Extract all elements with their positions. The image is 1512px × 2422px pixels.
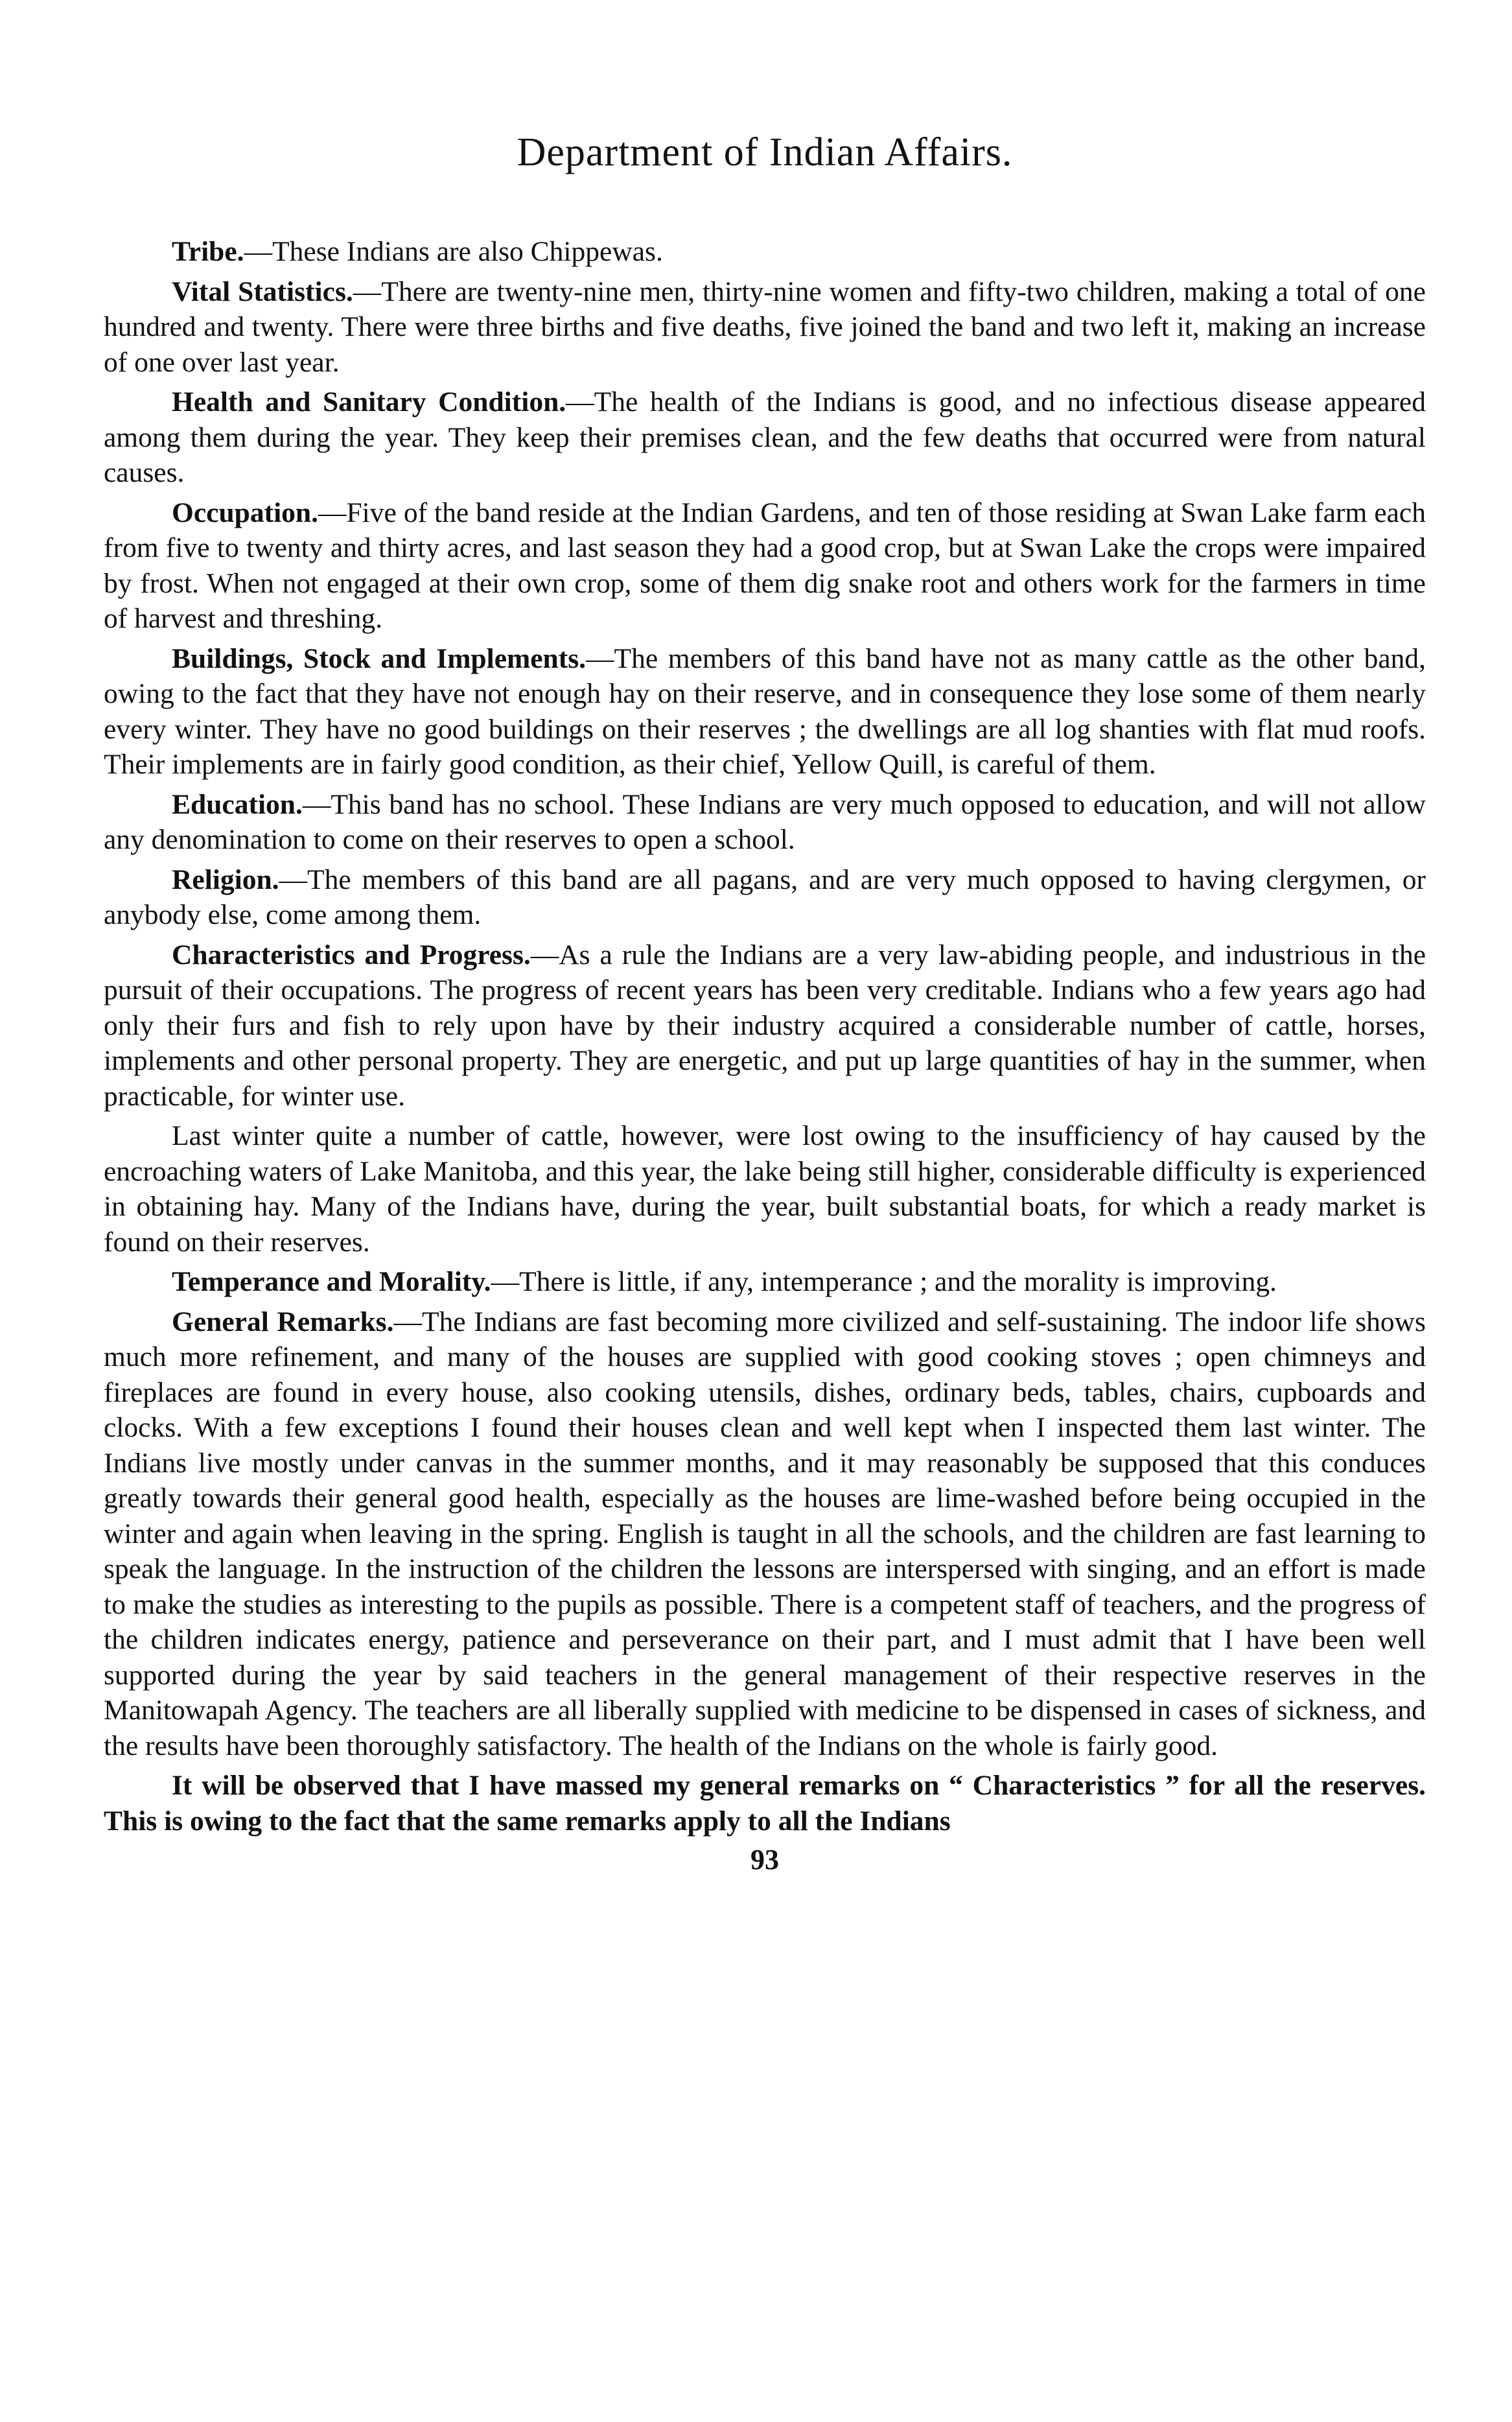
section-heading: General Remarks. <box>172 1306 394 1337</box>
section-heading: Characteristics and Progress. <box>172 939 531 970</box>
paragraph-occupation <box>104 495 1426 637</box>
paragraph-health <box>104 384 1426 491</box>
paragraph-text: It will be observed that I have massed my general remarks on “ Characteristics ” for all the reserves. This is owing to the fact that the same remarks apply to all the Indians <box>104 1770 1426 1837</box>
document-page <box>104 130 1426 1876</box>
section-heading: Buildings, Stock and Implements. <box>172 642 587 674</box>
paragraph-text: —These Indians are also Chippewas. <box>244 236 663 267</box>
section-heading: Tribe. <box>172 236 244 267</box>
section-heading: Occupation. <box>172 497 318 528</box>
paragraph-text: —There are twenty-nine men, thirty-nine women and fifty-two children, making a total of one hundred and twenty. There were three births and five deaths, five joined the band and two left it, making an increase of one over last year. <box>104 276 1426 378</box>
paragraph-vital-statistics <box>104 274 1426 381</box>
section-heading: Temperance and Morality. <box>172 1266 491 1297</box>
paragraph-text: —The health of the Indians is good, and no infectious disease appeared among them during the year. They keep their premises clean, and the few deaths that occurred were from natural causes. <box>104 386 1426 488</box>
section-heading: Religion. <box>172 864 279 895</box>
paragraph-cattle <box>104 1118 1426 1260</box>
paragraph-general-remarks <box>104 1304 1426 1764</box>
paragraph-buildings <box>104 641 1426 782</box>
paragraph-text: —The members of this band are all pagans, and are very much opposed to having clergymen, or anybody else, come among them. <box>104 864 1426 930</box>
paragraph-education <box>104 787 1426 858</box>
paragraph-text: —The members of this band have not as many cattle as the other band, owing to the fact that they have not enough hay on their reserve, and in consequence they lose some of them nearly every winter. They have no good buildings on their reserves ; the dwellings are all log shanties with flat mud roofs. Their implements are in fairly good condition, as their chief, Yellow Quill, is careful of them. <box>104 642 1426 780</box>
paragraph-massed-remarks <box>104 1768 1426 1839</box>
paragraph-text: —There is little, if any, intemperance ; and the morality is improving. <box>491 1266 1277 1297</box>
paragraph-text: —The Indians are fast becoming more civilized and self-sustaining. The indoor life shows much more refinement, and many of the houses are supplied with good cooking stoves ; open chimneys and fireplaces are found in every house, also cooking utensils, dishes, ordinary beds, tables, chairs, cupboards and clocks. With a few exceptions I found their houses clean and well kept when I inspected them last winter. The Indians live mostly under canvas in the summer months, and it may reasonably be supposed that this conduces greatly towards their general good health, especially as the houses are lime-washed before being occupied in the winter and again when leaving in the spring. English is taught in all the schools, and the children are fast learning to speak the language. In the instruction of the children the lessons are interspersed with singing, and an effort is made to make the studies as interesting to the pupils as possible. There is a competent staff of teachers, and the progress of the children indicates energy, patience and perseverance on their part, and I must admit that I have been well supported during the year by said teachers in the general management of their respective reserves in the Manitowapah Agency. The teachers are all liberally supplied with medicine to be dispensed in cases of sickness, and the results have been thoroughly satisfactory. The health of the Indians on the whole is fairly good. <box>104 1306 1426 1761</box>
section-heading: Education. <box>172 788 303 820</box>
paragraph-text: —As a rule the Indians are a very law-abiding people, and industrious in the pursuit of their occupations. The progress of recent years has been very creditable. Indians who a few years ago had only their furs and fish to rely upon have by their industry acquired a considerable number of cattle, horses, implements and other personal property. They are energetic, and put up large quantities of hay in the summer, when practicable, for winter use. <box>104 939 1426 1112</box>
section-heading: Health and Sanitary Condition. <box>172 386 566 417</box>
body-text <box>104 234 1426 1839</box>
section-heading: Vital Statistics. <box>172 276 353 307</box>
paragraph-text: Last winter quite a number of cattle, however, were lost owing to the insufficiency of hay caused by the encroaching waters of Lake Manitoba, and this year, the lake being still higher, considerable difficulty is experienced in obtaining hay. Many of the Indians have, during the year, built substantial boats, for which a ready market is found on their reserves. <box>104 1120 1426 1258</box>
paragraph-text: —This band has no school. These Indians are very much opposed to education, and will not allow any denomination to come on their reserves to open a school. <box>104 788 1426 855</box>
paragraph-characteristics <box>104 937 1426 1114</box>
paragraph-tribe <box>104 234 1426 270</box>
page-number: 93 <box>750 1844 779 1875</box>
paragraph-religion <box>104 862 1426 933</box>
paragraph-text: —Five of the band reside at the Indian Gardens, and ten of those residing at Swan Lake farm each from five to twenty and thirty acres, and last season they had a good crop, but at Swan Lake the crops were impaired by frost. When not engaged at their own crop, some of them dig snake root and others work for the farmers in time of harvest and threshing. <box>104 497 1426 634</box>
paragraph-temperance <box>104 1264 1426 1300</box>
page-title: Department of Indian Affairs. <box>517 130 1013 174</box>
